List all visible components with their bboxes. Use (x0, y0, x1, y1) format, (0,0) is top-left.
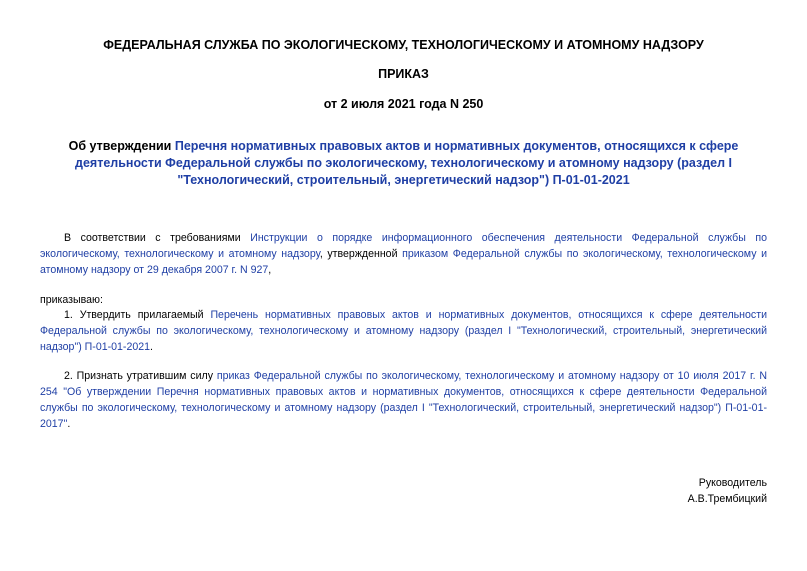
item1-text-2: . (150, 341, 153, 353)
instruction-link[interactable]: Инструкции о порядке информационного обеспечения деятельности Федеральной службы по экологическому, технологическому и атомному надзору (40, 232, 767, 260)
intro-paragraph (40, 230, 767, 278)
approved-list-link[interactable]: Перечень нормативных правовых актов и нормативных документов, относящихся к сфере деятельности Федеральной службы по экологическому, технологическому и атомному надзору (раздел I "Технологический, строительный, энергетический надзор") П-01-01-2021 (40, 309, 767, 353)
intro-text-2: , утвержденной (319, 248, 403, 260)
intro-text-3: , (268, 264, 272, 276)
agency-heading: ФЕДЕРАЛЬНАЯ СЛУЖБА ПО ЭКОЛОГИЧЕСКОМУ, ТЕХНОЛОГИЧЕСКОМУ И АТОМНОМУ НАДЗОРУ (103, 38, 704, 52)
subject-link[interactable]: Перечня нормативных правовых актов и нормативных документов, относящихся к сфере деятельности Федеральной службы по экологическому, технологическому и атомному надзору (раздел I "Технологический, строительный, энергетический надзор") П-01-01-2021 (75, 139, 739, 187)
signature-title: Руководитель (698, 477, 767, 489)
signature-name: А.В.Трембицкий (687, 493, 767, 505)
order-word: приказываю: (40, 294, 103, 306)
document-type-heading: ПРИКАЗ (378, 67, 429, 81)
document-subject (40, 138, 767, 189)
item1-text-1: 1. Утвердить прилагаемый (64, 309, 211, 321)
item2-text-1: 2. Признать утратившим силу (64, 370, 217, 382)
order-item-2 (40, 368, 767, 432)
order-254-link[interactable]: приказ Федеральной службы по экологическому, технологическому и атомному надзору от 10 июля 2017 г. N 254 "Об утверждении Перечня нормативных правовых актов и нормативных документов, относящихся к сфере деятельности Федеральной службы по экологическому, технологическому и атомному надзору (раздел I "Технологический, строительный, энергетический надзор") П-01-01-2017" (40, 370, 767, 430)
order-927-link[interactable]: приказом Федеральной службы по экологическому, технологическому и атомному надзору от 29 декабря 2007 г. N 927 (40, 248, 768, 276)
item2-text-2: . (67, 418, 71, 430)
subject-prefix: Об утверждении (68, 139, 175, 153)
document-date-number: от 2 июля 2021 года N 250 (323, 97, 484, 111)
intro-text-1: В соответствии с требованиями (64, 232, 251, 244)
order-item-1 (40, 307, 767, 355)
